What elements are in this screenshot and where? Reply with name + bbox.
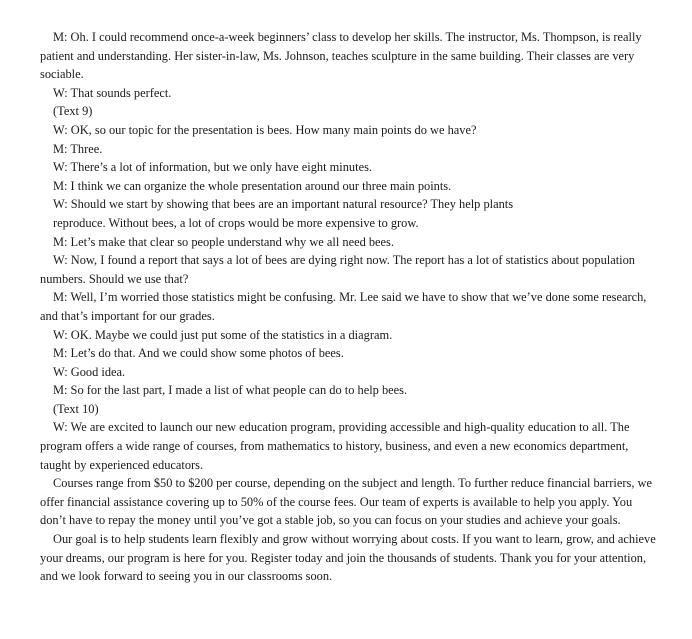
paragraph-6: W: There’s a lot of information, but we only have eight minutes. — [53, 160, 372, 175]
paragraph-4: W: OK, so our topic for the presentation is bees. How many main points do we have? — [53, 122, 477, 137]
paragraph-14: M: Let’s do that. And we could show some photos of bees. — [53, 346, 344, 361]
paragraph-12: M: Well, I’m worried those statistics might be confusing. Mr. Lee said we have to show that we’ve done some research, and that’s important for our grades. — [40, 290, 647, 323]
paragraph-15: W: Good idea. — [53, 364, 126, 379]
paragraph-8: W: Should we start by showing that bees are an important natural resource? They help plants — [53, 197, 514, 212]
paragraph-5: M: Three. — [53, 141, 103, 156]
text-10-heading: (Text 10) — [53, 401, 99, 416]
paragraph-9: reproduce. Without bees, a lot of crops would be more expensive to grow. — [53, 215, 419, 230]
paragraph-13: W: OK. Maybe we could just put some of the statistics in a diagram. — [53, 327, 393, 342]
paragraph-20: Our goal is to help students learn flexibly and grow without worrying about costs. If you want to learn, grow, and achieve your dreams, our program is here for you. Register today and join the thousands of students. Thank you for your attention, and we look forward to seeing you in our classrooms soon. — [40, 532, 656, 584]
paragraph-19: Courses range from $50 to $200 per course, depending on the subject and length. To further reduce financial barriers, we offer financial assistance covering up to 50% of the course fees. Our team of experts is available to help you apply. You don’t have to repay the money until you’ve got a stable job, so you can focus on your studies and achieve your goals. — [40, 476, 652, 528]
paragraph-10: M: Let’s make that clear so people understand why we all need bees. — [53, 234, 394, 249]
paragraph-16: M: So for the last part, I made a list of what people can do to help bees. — [53, 383, 408, 398]
paragraph-2: W: That sounds perfect. — [53, 85, 172, 100]
transcript-page — [40, 28, 658, 586]
paragraph-1: M: Oh. I could recommend once-a-week beginners’ class to develop her skills. The instructor, Ms. Thompson, is really patient and understanding. Her sister-in-law, Ms. Johnson, teaches sculpture in the same building. Their classes are very sociable. — [40, 30, 642, 82]
paragraph-7: M: I think we can organize the whole presentation around our three main points. — [53, 178, 452, 193]
paragraph-18: W: We are excited to launch our new education program, providing accessible and high-quality education to all. The program offers a wide range of courses, from mathematics to history, business, and even a new economics department, taught by experienced educators. — [40, 420, 630, 472]
paragraph-11: W: Now, I found a report that says a lot of bees are dying right now. The report has a lot of statistics about population numbers. Should we use that? — [40, 253, 635, 286]
text-9-heading: (Text 9) — [53, 104, 93, 119]
